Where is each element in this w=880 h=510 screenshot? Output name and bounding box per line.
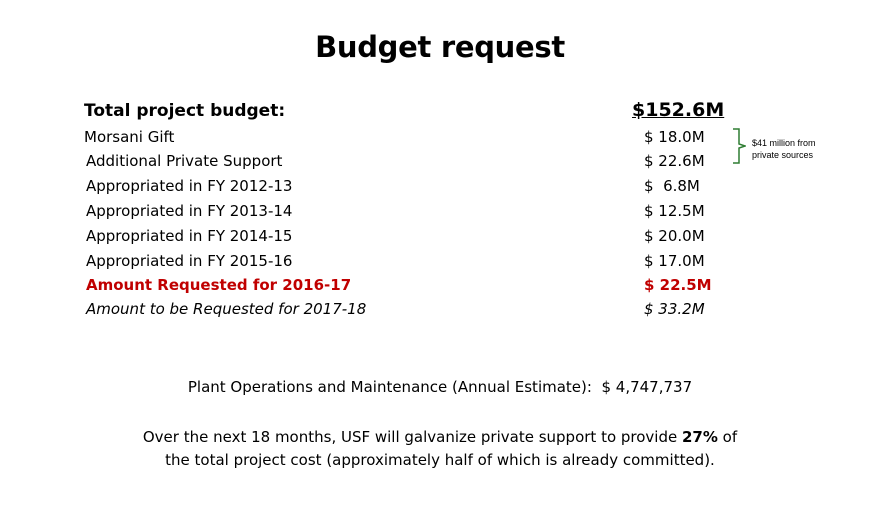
budget-row-fy-2015-16 (0, 252, 880, 274)
private-sources-note-line1: $41 million from (752, 138, 816, 148)
total-budget-label: Total project budget: (84, 101, 286, 121)
total-budget-value: $152.6M (632, 99, 725, 121)
summary-line1 (0, 426, 880, 449)
budget-row-value: $ 18.0M (644, 128, 705, 146)
budget-row-label: Appropriated in FY 2013-14 (86, 202, 293, 220)
budget-row-value: $ 20.0M (644, 227, 705, 245)
summary-line1-after: of (717, 428, 738, 446)
budget-row-fy-2014-15 (0, 227, 880, 249)
private-support-summary (0, 426, 880, 472)
budget-row-label: Appropriated in FY 2015-16 (86, 252, 293, 270)
summary-percentage: 27% (682, 428, 718, 446)
private-sources-note-line2: private sources (752, 150, 814, 160)
budget-row-fy-2013-14 (0, 202, 880, 224)
budget-row-value: $ 22.5M (644, 276, 712, 294)
budget-row-additional-private-support (0, 152, 880, 174)
private-sources-note (752, 137, 816, 161)
budget-row-value: $ 17.0M (644, 252, 705, 270)
budget-row-label: Morsani Gift (84, 128, 175, 146)
budget-row-value: $ 33.2M (644, 300, 705, 318)
budget-row-fy-2012-13 (0, 177, 880, 199)
budget-row-value: $ 12.5M (644, 202, 705, 220)
budget-row-label: Appropriated in FY 2014-15 (86, 227, 293, 245)
page-title: Budget request (315, 30, 565, 64)
budget-row-label: Appropriated in FY 2012-13 (86, 177, 293, 195)
budget-row-label: Amount Requested for 2016-17 (86, 276, 352, 294)
summary-line1-before: Over the next 18 months, USF will galvanize private support to provide (142, 428, 682, 446)
budget-row-value: $ 6.8M (644, 177, 700, 195)
private-sources-bracket-icon (732, 128, 746, 164)
budget-row-value: $ 22.6M (644, 152, 705, 170)
budget-row-morsani-gift (0, 128, 880, 150)
summary-line2: the total project cost (approximately half of which is already committed). (165, 451, 715, 469)
budget-row-to-be-requested-2017-18 (0, 300, 880, 322)
budget-row-requested-2016-17 (0, 276, 880, 298)
plant-operations-estimate: Plant Operations and Maintenance (Annual Estimate): $ 4,747,737 (187, 378, 693, 396)
budget-row-label: Additional Private Support (86, 152, 283, 170)
budget-row-label: Amount to be Requested for 2017-18 (86, 300, 367, 318)
